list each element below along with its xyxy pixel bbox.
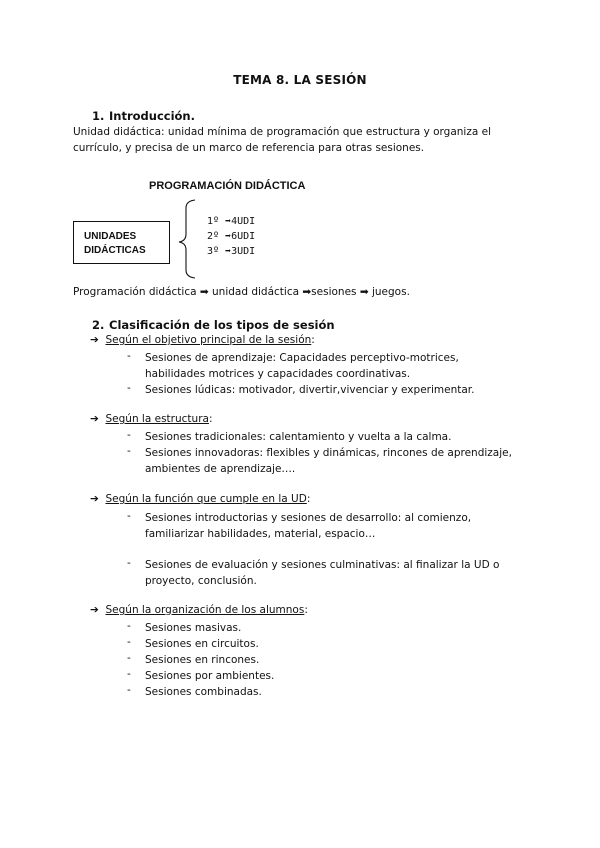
group-structure xyxy=(90,413,213,425)
box-line-2: DIDÁCTICAS xyxy=(84,244,146,256)
list-item: Sesiones por ambientes. xyxy=(145,670,275,682)
programming-sequence: Programación didáctica ➡ unidad didáctica ➡sesiones ➡ juegos. xyxy=(73,286,410,298)
intro-line-2: currículo, y precisa de un marco de referencia para otras sesiones. xyxy=(73,142,425,154)
list-item-line: familiarizar habilidades, material, espacio… xyxy=(145,528,376,540)
list-item-line: ambientes de aprendizaje…. xyxy=(145,463,296,475)
list-item xyxy=(145,445,545,477)
dash-icon: - xyxy=(127,557,131,569)
arrow-icon: ➔ xyxy=(90,413,99,425)
dash-icon: - xyxy=(127,684,131,696)
section-2-number: 2. xyxy=(92,318,105,332)
list-item: Sesiones masivas. xyxy=(145,622,242,634)
list-item-line: Sesiones de evaluación y sesiones culminativas: al finalizar la UD o xyxy=(145,559,500,571)
dash-icon: - xyxy=(127,636,131,648)
list-item xyxy=(145,382,545,398)
group-objective xyxy=(90,334,315,346)
list-item xyxy=(145,510,545,542)
group-label: Según la organización de los alumnos xyxy=(105,604,305,616)
list-item: Sesiones en rincones. xyxy=(145,654,260,666)
curly-brace-icon xyxy=(176,198,198,280)
dash-icon: - xyxy=(127,620,131,632)
arrow-icon: ➔ xyxy=(90,493,99,505)
group-organization xyxy=(90,604,308,616)
group-label: Según la función que cumple en la UD xyxy=(105,493,307,505)
list-item-line: Sesiones introductorias y sesiones de desarrollo: al comienzo, xyxy=(145,512,472,524)
list-item: Sesiones en circuitos. xyxy=(145,638,259,650)
list-item-line: habilidades motrices y capacidades coordinativas. xyxy=(145,368,411,380)
dash-icon: - xyxy=(127,652,131,664)
box-line-1: UNIDADES xyxy=(84,231,137,242)
list-item xyxy=(145,429,545,445)
units-box xyxy=(73,221,170,264)
dash-icon: - xyxy=(127,445,131,457)
list-item-line: Sesiones tradicionales: calentamiento y vuelta a la calma. xyxy=(145,431,452,443)
group-label-suffix: : xyxy=(311,334,315,346)
list-item: Sesiones combinadas. xyxy=(145,686,262,698)
list-item-line: Sesiones innovadoras: flexibles y dinámicas, rincones de aprendizaje, xyxy=(145,447,512,459)
dash-icon: - xyxy=(127,350,131,362)
list-item xyxy=(145,557,545,589)
section-1-heading: Introducción. xyxy=(109,109,195,123)
group-label-suffix: : xyxy=(208,413,213,425)
section-1-number: 1. xyxy=(92,109,105,123)
list-item-line: proyecto, conclusión. xyxy=(145,575,257,587)
diagram-item-3: 3º ➡3UDI xyxy=(207,246,256,257)
group-function xyxy=(90,493,310,505)
dash-icon: - xyxy=(127,429,131,441)
list-item-line: Sesiones lúdicas: motivador, divertir,vivenciar y experimentar. xyxy=(145,384,475,396)
diagram-title: PROGRAMACIÓN DIDÁCTICA xyxy=(149,180,306,192)
dash-icon: - xyxy=(127,510,131,522)
intro-line-1: Unidad didáctica: unidad mínima de programación que estructura y organiza el xyxy=(73,126,492,138)
group-label: Según el objetivo principal de la sesión xyxy=(105,334,312,346)
diagram-item-1: 1º ➡4UDI xyxy=(207,216,256,227)
list-item-line: Sesiones de aprendizaje: Capacidades perceptivo-motrices, xyxy=(145,352,459,364)
dash-icon: - xyxy=(127,382,131,394)
arrow-icon: ➔ xyxy=(90,604,99,616)
group-label-suffix: : xyxy=(306,493,311,505)
page-title: TEMA 8. LA SESIÓN xyxy=(233,73,367,87)
group-label: Según la estructura xyxy=(105,413,209,425)
arrow-icon: ➔ xyxy=(90,334,99,346)
diagram-item-2: 2º ➡6UDI xyxy=(207,231,256,242)
group-label-suffix: : xyxy=(304,604,308,616)
list-item xyxy=(145,350,545,382)
section-2-heading: Clasificación de los tipos de sesión xyxy=(109,318,335,332)
dash-icon: - xyxy=(127,668,131,680)
